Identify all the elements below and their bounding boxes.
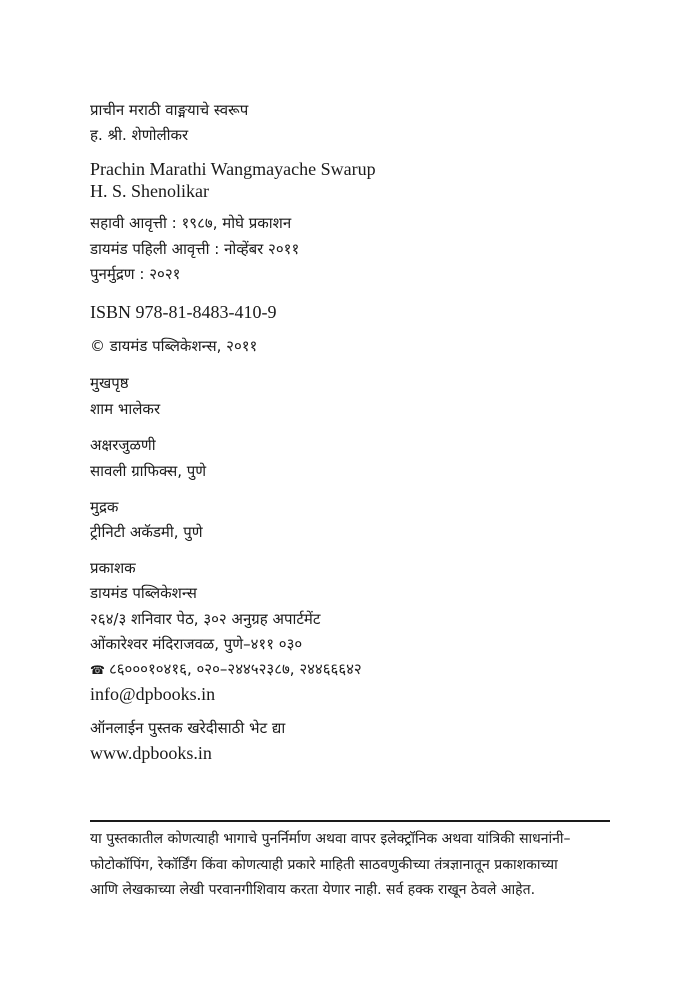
printer-value: ट्रीनिटी अकॅडमी, पुणे [90,523,203,541]
printer-label: मुद्रक [90,498,119,516]
diamond-first-edition: डायमंड पहिली आवृत्ती : नोव्हेंबर २०११ [90,240,300,258]
publisher-email[interactable]: info@dpbooks.in [90,684,216,704]
publisher-label: प्रकाशक [90,559,136,577]
footer-line-1: या पुस्तकातील कोणत्याही भागाचे पुनर्निर्माण अथवा वापर इलेक्ट्रॉनिक अथवा यांत्रिकी साधनांनी– [90,831,571,847]
footer-divider [90,820,610,822]
publisher-phone [90,659,362,680]
author-english: H. S. Shenolikar [90,181,209,201]
typesetting-label: अक्षरजुळणी [90,436,156,454]
reprint: पुनर्मुद्रण : २०२१ [90,265,181,283]
copyright-notice: © डायमंड पब्लिकेशन्स, २०११ [90,337,258,355]
publisher-address-line1: २६४/३ शनिवार पेठ, ३०२ अनुग्रह अपार्टमेंट [90,610,321,628]
isbn: ISBN 978-81-8483-410-9 [90,302,277,322]
phone-icon: ☎ [90,663,105,677]
typesetting-value: सावली ग्राफिक्स, पुणे [90,462,207,480]
title-marathi: प्राचीन मराठी वाङ्मयाचे स्वरूप [90,101,249,119]
title-english: Prachin Marathi Wangmayache Swarup [90,159,376,179]
sixth-edition: सहावी आवृत्ती : १९८७, मोघे प्रकाशन [90,214,292,232]
publisher-address-line2: ओंकारेश्वर मंदिराजवळ, पुणे–४११ ०३० [90,635,303,653]
publisher-name: डायमंड पब्लिकेशन्स [90,584,197,602]
phone-numbers: ८६०००१०४१६, ०२०–२४४५२३८७, २४४६६६४२ [108,660,362,678]
online-label: ऑनलाईन पुस्तक खरेदीसाठी भेट द्या [90,719,286,737]
footer-line-3: आणि लेखकाच्या लेखी परवानगीशिवाय करता येणार नाही. सर्व हक्क राखून ठेवले आहेत. [90,882,536,898]
cover-label: मुखपृष्ठ [90,374,129,392]
website-url[interactable]: www.dpbooks.in [90,743,212,763]
author-marathi: ह. श्री. शेणोलीकर [90,126,189,144]
cover-value: शाम भालेकर [90,400,161,418]
footer-line-2: फोटोकॉपिंग, रेकॉर्डिंग किंवा कोणत्याही प्रकारे माहिती साठवणुकीच्या तंत्रज्ञानातून प्रकाशकाच्या [90,857,558,873]
